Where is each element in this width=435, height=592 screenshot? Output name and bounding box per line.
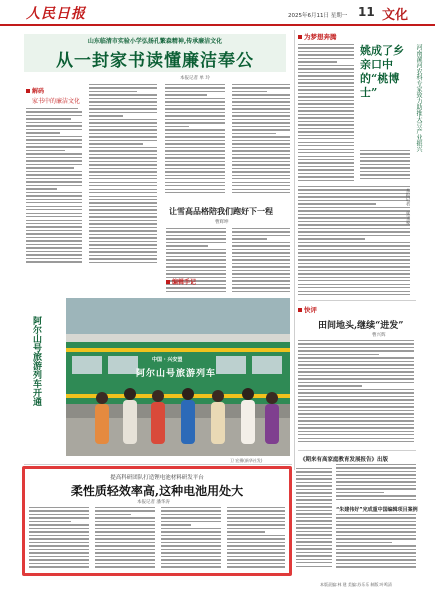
bottom-continuation (296, 468, 332, 572)
right-story-text-c (360, 150, 410, 184)
middle-headline: 让雪高品格陪我们跑好下一程 (169, 206, 273, 216)
top-story-banner (24, 34, 286, 72)
right-story-text-b (298, 186, 410, 298)
photo-side-caption: 阿尔山号旅游列车开通 (31, 316, 41, 406)
page-number: 11 (358, 5, 375, 19)
column-divider (294, 30, 295, 470)
middle-col-2 (232, 228, 290, 294)
top-story-byline: 本报记者 单 玲 (180, 76, 210, 81)
train-logo: 中国 · 兴安盟 (152, 357, 183, 363)
right-divider-2 (298, 450, 416, 451)
bottom-col-3 (161, 507, 221, 571)
top-story-col-4 (232, 84, 290, 196)
section-divider (24, 464, 292, 465)
right-tag: 为梦想奔腾 (298, 32, 337, 41)
bottom-kicker: 提高科研团队打造锂电池材料研发平台 (110, 475, 204, 481)
newspaper-logo: 人民日报 (26, 6, 86, 22)
masthead (0, 0, 435, 26)
section-title: 文化 (382, 8, 409, 23)
date-line: 2025年6月11日 星期一 (288, 13, 348, 19)
quick-tag: 快评 (298, 305, 317, 314)
highlighted-bottom-story (22, 466, 292, 576)
bottom-col-4 (227, 507, 285, 571)
train-text: 阿尔山号旅游列车 (136, 369, 217, 379)
photo-credit: 卫 宏摄(新华社发) (230, 458, 263, 463)
tag-square-icon (298, 35, 302, 39)
top-story-col-2 (89, 84, 157, 268)
right-story-text-a (298, 44, 354, 184)
train-photo (66, 298, 290, 456)
top-story-headline: 从一封家书读懂廉洁奉公 (56, 51, 254, 71)
notice-1-title: 《期来有高家庭教育发展报告》出版 (300, 457, 389, 463)
right-vertical-credit: 本报记者 张文豪 (405, 188, 410, 225)
top-story-col-1 (26, 108, 82, 268)
right-divider-1 (298, 300, 416, 301)
bottom-col-2 (95, 507, 155, 571)
middle-tag: 编辑手记 (166, 277, 196, 286)
notice-1-text (336, 464, 416, 502)
top-story-col-3 (165, 84, 225, 196)
quick-byline: 曹兴辉 (372, 333, 386, 338)
notice-2-title: “朱建伟好”完成重中国编辑项目案例 (336, 507, 418, 513)
tag-square-icon (26, 89, 30, 93)
bottom-byline: 本报记者 潘华涛 (137, 500, 170, 505)
middle-byline: 曹辉坤 (215, 220, 229, 225)
left-subhead: 家书中的廉洁文化 (32, 98, 81, 105)
right-headline: 姚成了乡亲口中的“桃博士” (360, 44, 404, 99)
footer-credits: 本版责编:林 建 美编:苏乐乐 制版:叶鸣清 (320, 582, 392, 587)
tag-square-icon (298, 308, 302, 312)
quick-text (298, 340, 414, 446)
tag-square-icon (166, 280, 170, 284)
left-tag: 解码 (26, 86, 44, 95)
notice-2-text (336, 514, 416, 574)
top-story-kicker: 山东临清市实验小学弘扬孔繁森精神,传承廉洁文化 (87, 38, 223, 45)
bottom-headline: 柔性质轻效率高,这种电池用处大 (70, 484, 244, 498)
quick-headline: 田间地头,继续“进发” (318, 321, 404, 331)
right-vertical-kicker: 河南漯河农科专家致力助推大豆产业振兴 (415, 44, 422, 152)
bottom-col-1 (29, 507, 89, 571)
